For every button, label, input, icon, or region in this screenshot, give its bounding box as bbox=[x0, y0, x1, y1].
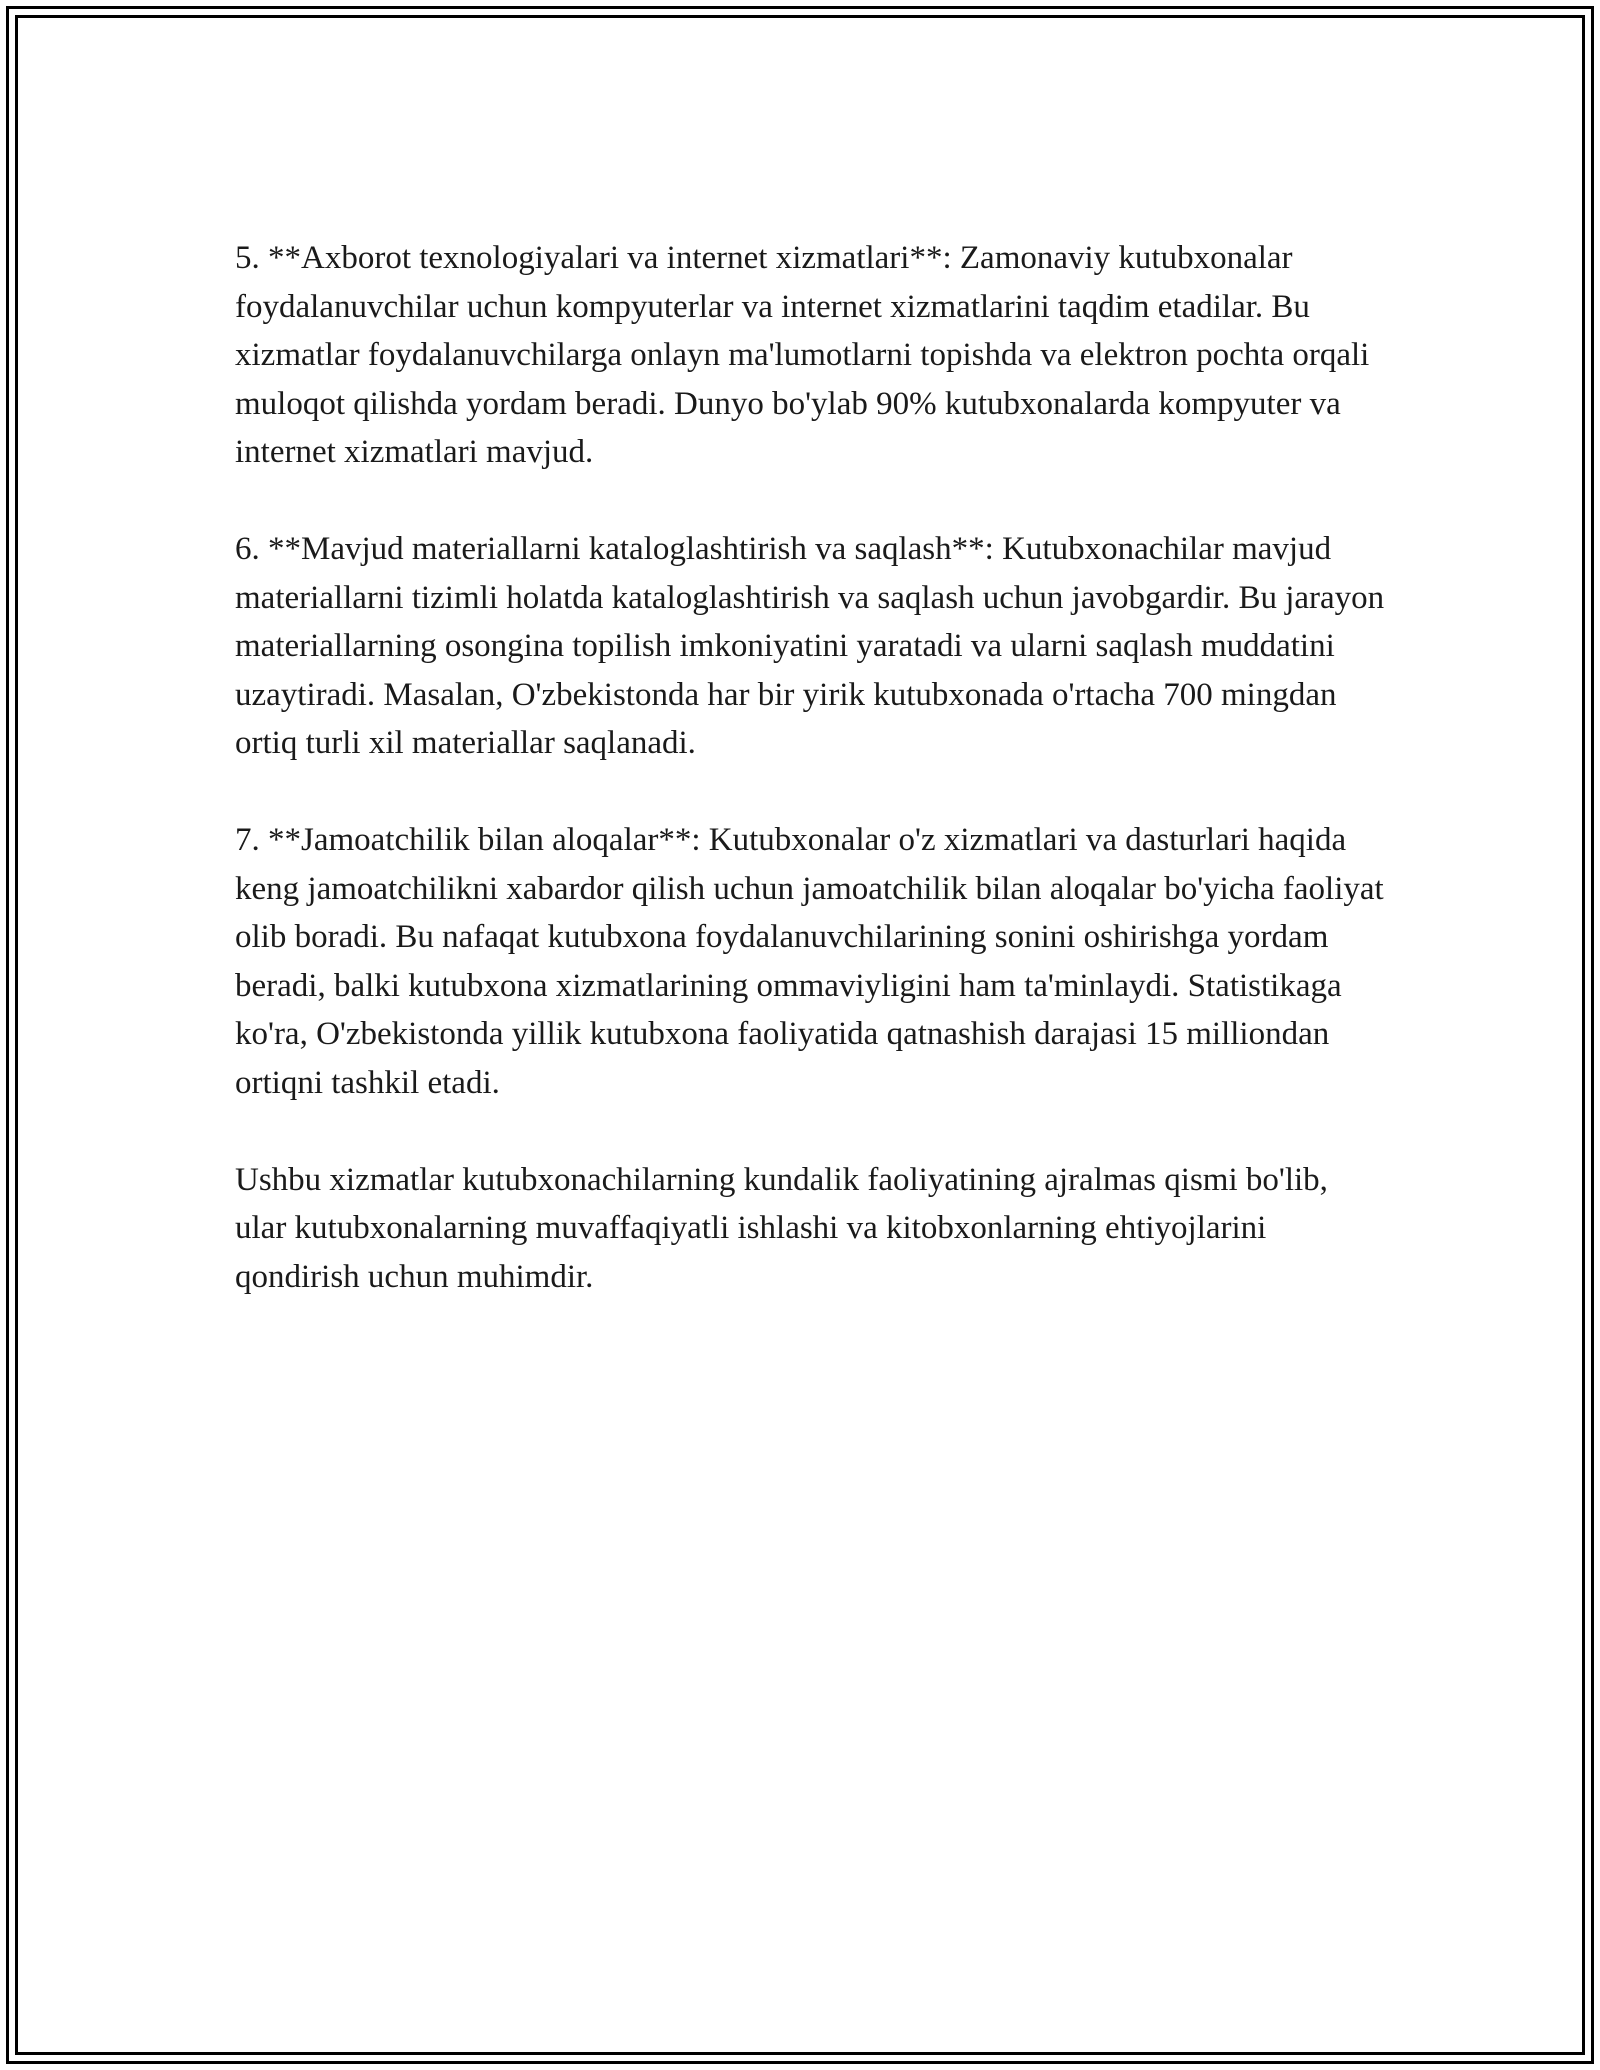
paragraph-cataloguing: 6. **Mavjud materiallarni kataloglashtirish va saqlash**: Kutubxonachilar mavjud materiallarni tizimli holatda kataloglashtirish va saqlash uchun javobgardir. Bu jarayon materiallarning osongina topilish imkoniyatini yaratadi va ularni saqlash muddatini uzaytiradi. Masalan, O'zbekistonda har bir yirik kutubxonada o'rtacha 700 mingdan ortiq turli xil materiallar saqlanadi. bbox=[235, 531, 1385, 761]
paragraph-conclusion: Ushbu xizmatlar kutubxonachilarning kundalik faoliyatining ajralmas qismi bo'lib, ular kutubxonalarning muvaffaqiyatli ishlashi va kitobxonlarning ehtiyojlarini qondirish uchun muhimdir. bbox=[235, 1161, 1328, 1295]
paragraph-it-services: 5. **Axborot texnologiyalari va internet xizmatlari**: Zamonaviy kutubxonalar foydalanuvchilar uchun kompyuterlar va internet xizmatlarini taqdim etadilar. Bu xizmatlar foydalanuvchilarga onlayn ma'lumotlarni topishda va elektron pochta orqali muloqot qilishda yordam beradi. Dunyo bo'ylab 90% kutubxonalarda kompyuter va internet xizmatlari mavjud. bbox=[235, 240, 1370, 470]
paragraph-public-relations: 7. **Jamoatchilik bilan aloqalar**: Kutubxonalar o'z xizmatlari va dasturlari haqida keng jamoatchilikni xabardor qilish uchun jamoatchilik bilan aloqalar bo'yicha faoliyat olib boradi. Bu nafaqat kutubxona foydalanuvchilarining sonini oshirishga yordam beradi, balki kutubxona xizmatlarining ommaviyligini ham ta'minlaydi. Statistikaga ko'ra, O'zbekistonda yillik kutubxona faoliyatida qatnashish darajasi 15 milliondan ortiqni tashkil etadi. bbox=[235, 822, 1384, 1101]
document-body bbox=[235, 234, 1385, 1350]
